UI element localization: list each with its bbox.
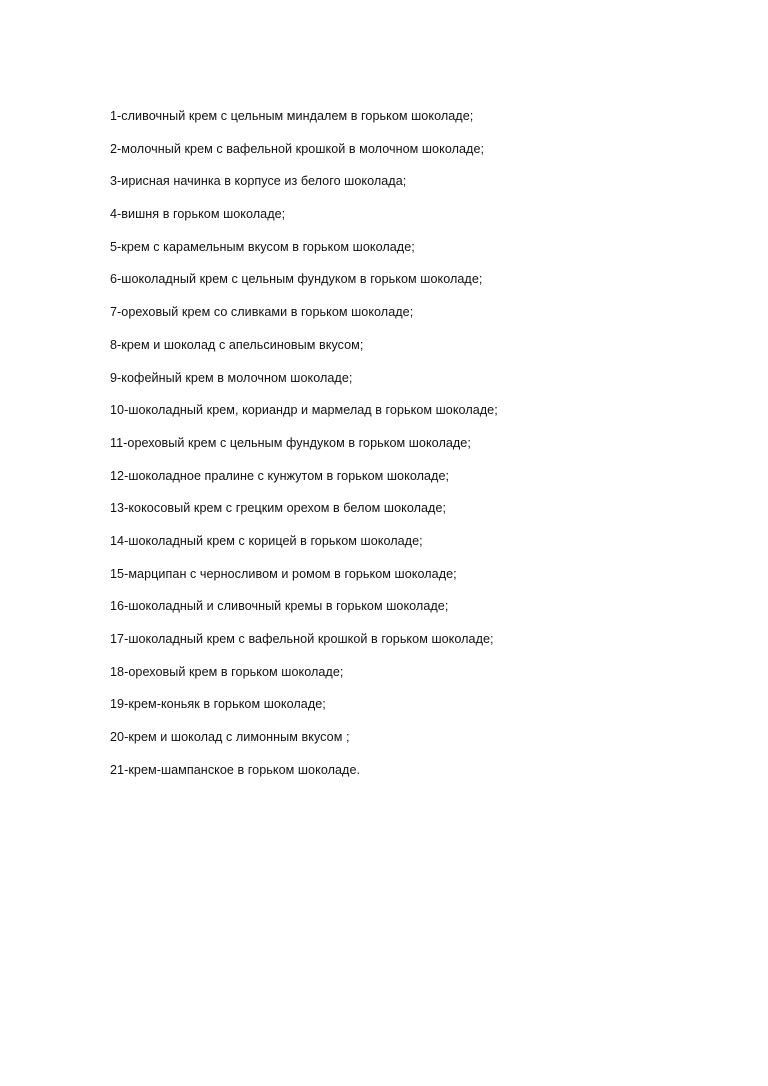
list-item: 5-крем с карамельным вкусом в горьком шоколаде; [110, 239, 415, 254]
list-item: 12-шоколадное пралине с кунжутом в горьком шоколаде; [110, 468, 450, 483]
list-item: 2-молочный крем с вафельной крошкой в молочном шоколаде; [110, 141, 485, 156]
list-item: 13-кокосовый крем с грецким орехом в белом шоколаде; [110, 501, 447, 516]
list-item: 16-шоколадный и сливочный кремы в горьком шоколаде; [110, 599, 449, 614]
list-item: 15-марципан с черносливом и ромом в горьком шоколаде; [110, 566, 457, 581]
list-item: 11-ореховый крем с цельным фундуком в горьком шоколаде; [110, 435, 471, 450]
list-item: 18-ореховый крем в горьком шоколаде; [110, 664, 344, 679]
list-item: 1-сливочный крем с цельным миндалем в горьком шоколаде; [110, 109, 474, 123]
list-item: 4-вишня в горьком шоколаде; [110, 207, 286, 222]
list-item: 19-крем-коньяк в горьком шоколаде; [110, 697, 326, 712]
filling-list [110, 103, 730, 789]
list-item: 7-ореховый крем со сливками в горьком шоколаде; [110, 305, 414, 320]
list-item: 9-кофейный крем в молочном шоколаде; [110, 370, 353, 385]
list-item: 3-ирисная начинка в корпусе из белого шоколада; [110, 174, 407, 189]
list-item: 10-шоколадный крем, кориандр и мармелад в горьком шоколаде; [110, 403, 498, 418]
list-item: 8-крем и шоколад с апельсиновым вкусом; [110, 337, 364, 352]
list-item: 21-крем-шампанское в горьком шоколаде. [110, 762, 361, 777]
list-item: 6-шоколадный крем с цельным фундуком в горьком шоколаде; [110, 272, 483, 287]
list-item: 20-крем и шоколад с лимонным вкусом ; [110, 730, 350, 745]
list-item: 17-шоколадный крем с вафельной крошкой в горьком шоколаде; [110, 632, 494, 646]
list-item: 14-шоколадный крем с корицей в горьком шоколаде; [110, 533, 423, 548]
